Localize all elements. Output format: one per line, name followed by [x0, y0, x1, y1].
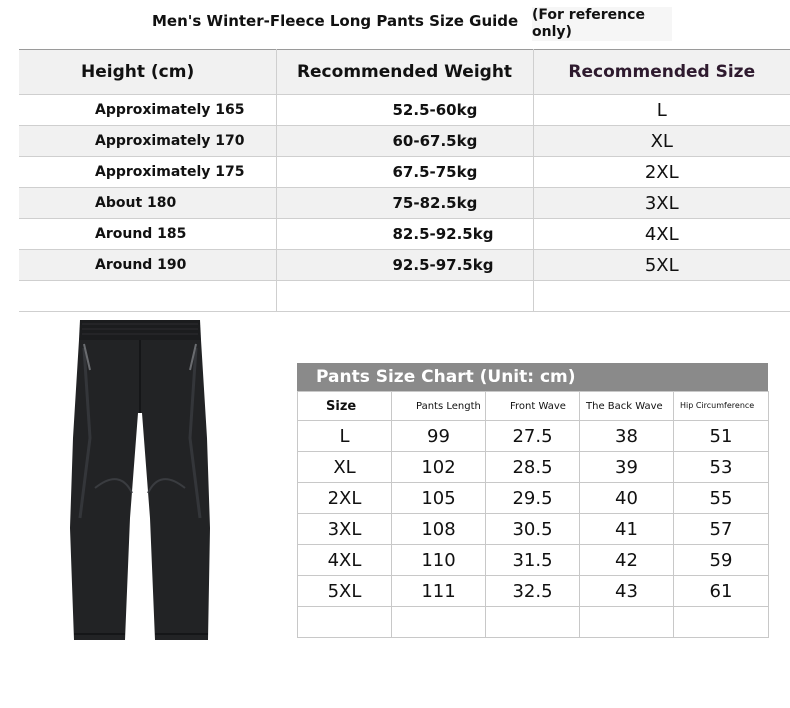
- size-guide-header-row: [19, 50, 790, 95]
- hip-cell: 51: [674, 421, 769, 452]
- table-row: [298, 514, 769, 545]
- length-cell: 111: [392, 576, 486, 607]
- header-size: Size: [298, 392, 392, 421]
- empty-cell: [533, 281, 790, 312]
- pants-icon: [70, 318, 210, 644]
- size-guide-table: [19, 49, 790, 312]
- size-cell: 5XL: [298, 576, 392, 607]
- reference-note: (For reference only): [532, 7, 672, 41]
- size-chart-table: [297, 391, 769, 638]
- empty-cell: [674, 607, 769, 638]
- empty-cell: [486, 607, 580, 638]
- length-cell: 102: [392, 452, 486, 483]
- length-cell: 110: [392, 545, 486, 576]
- header-height: Height (cm): [19, 50, 276, 95]
- chart-header-row: [298, 392, 769, 421]
- header-size: Recommended Size: [533, 50, 790, 95]
- height-cell: About 180: [19, 188, 276, 219]
- height-cell: Approximately 175: [19, 157, 276, 188]
- size-cell: 3XL: [298, 514, 392, 545]
- size-cell: 2XL: [298, 483, 392, 514]
- front-wave-cell: 32.5: [486, 576, 580, 607]
- back-wave-cell: 42: [580, 545, 674, 576]
- table-row: [19, 188, 790, 219]
- length-cell: 105: [392, 483, 486, 514]
- empty-row: [19, 281, 790, 312]
- table-row: [19, 126, 790, 157]
- weight-cell: 60-67.5kg: [276, 126, 533, 157]
- size-cell: 5XL: [533, 250, 790, 281]
- hip-cell: 59: [674, 545, 769, 576]
- hip-cell: 57: [674, 514, 769, 545]
- table-row: [298, 483, 769, 514]
- empty-cell: [276, 281, 533, 312]
- weight-cell: 75-82.5kg: [276, 188, 533, 219]
- table-row: [19, 250, 790, 281]
- length-cell: 108: [392, 514, 486, 545]
- table-row: [19, 157, 790, 188]
- back-wave-cell: 43: [580, 576, 674, 607]
- table-row: [298, 421, 769, 452]
- empty-row: [298, 607, 769, 638]
- length-cell: 99: [392, 421, 486, 452]
- front-wave-cell: 28.5: [486, 452, 580, 483]
- height-cell: Approximately 165: [19, 95, 276, 126]
- hip-cell: 61: [674, 576, 769, 607]
- empty-cell: [580, 607, 674, 638]
- header-front-wave: Front Wave: [486, 392, 580, 421]
- size-cell: XL: [298, 452, 392, 483]
- table-row: [298, 576, 769, 607]
- size-cell: 4XL: [298, 545, 392, 576]
- pants-size-chart: [297, 363, 768, 638]
- size-cell: 2XL: [533, 157, 790, 188]
- table-row: [298, 545, 769, 576]
- front-wave-cell: 30.5: [486, 514, 580, 545]
- hip-cell: 53: [674, 452, 769, 483]
- size-cell: L: [298, 421, 392, 452]
- header-pants-length: Pants Length: [392, 392, 486, 421]
- hip-cell: 55: [674, 483, 769, 514]
- weight-cell: 82.5-92.5kg: [276, 219, 533, 250]
- back-wave-cell: 38: [580, 421, 674, 452]
- header-weight: Recommended Weight: [276, 50, 533, 95]
- header-hip: Hip Circumference: [674, 392, 769, 421]
- header-back-wave: The Back Wave: [580, 392, 674, 421]
- size-cell: L: [533, 95, 790, 126]
- pants-photo: [70, 318, 210, 644]
- front-wave-cell: 27.5: [486, 421, 580, 452]
- front-wave-cell: 31.5: [486, 545, 580, 576]
- size-cell: XL: [533, 126, 790, 157]
- weight-cell: 52.5-60kg: [276, 95, 533, 126]
- front-wave-cell: 29.5: [486, 483, 580, 514]
- height-cell: Around 185: [19, 219, 276, 250]
- weight-cell: 92.5-97.5kg: [276, 250, 533, 281]
- empty-cell: [298, 607, 392, 638]
- table-row: [19, 95, 790, 126]
- weight-cell: 67.5-75kg: [276, 157, 533, 188]
- chart-title: Pants Size Chart (Unit: cm): [297, 363, 768, 391]
- table-row: [298, 452, 769, 483]
- height-cell: Around 190: [19, 250, 276, 281]
- height-cell: Approximately 170: [19, 126, 276, 157]
- empty-cell: [392, 607, 486, 638]
- back-wave-cell: 39: [580, 452, 674, 483]
- empty-cell: [19, 281, 276, 312]
- table-row: [19, 219, 790, 250]
- size-cell: 4XL: [533, 219, 790, 250]
- size-cell: 3XL: [533, 188, 790, 219]
- back-wave-cell: 40: [580, 483, 674, 514]
- page-title: Men's Winter-Fleece Long Pants Size Guide: [152, 12, 519, 30]
- back-wave-cell: 41: [580, 514, 674, 545]
